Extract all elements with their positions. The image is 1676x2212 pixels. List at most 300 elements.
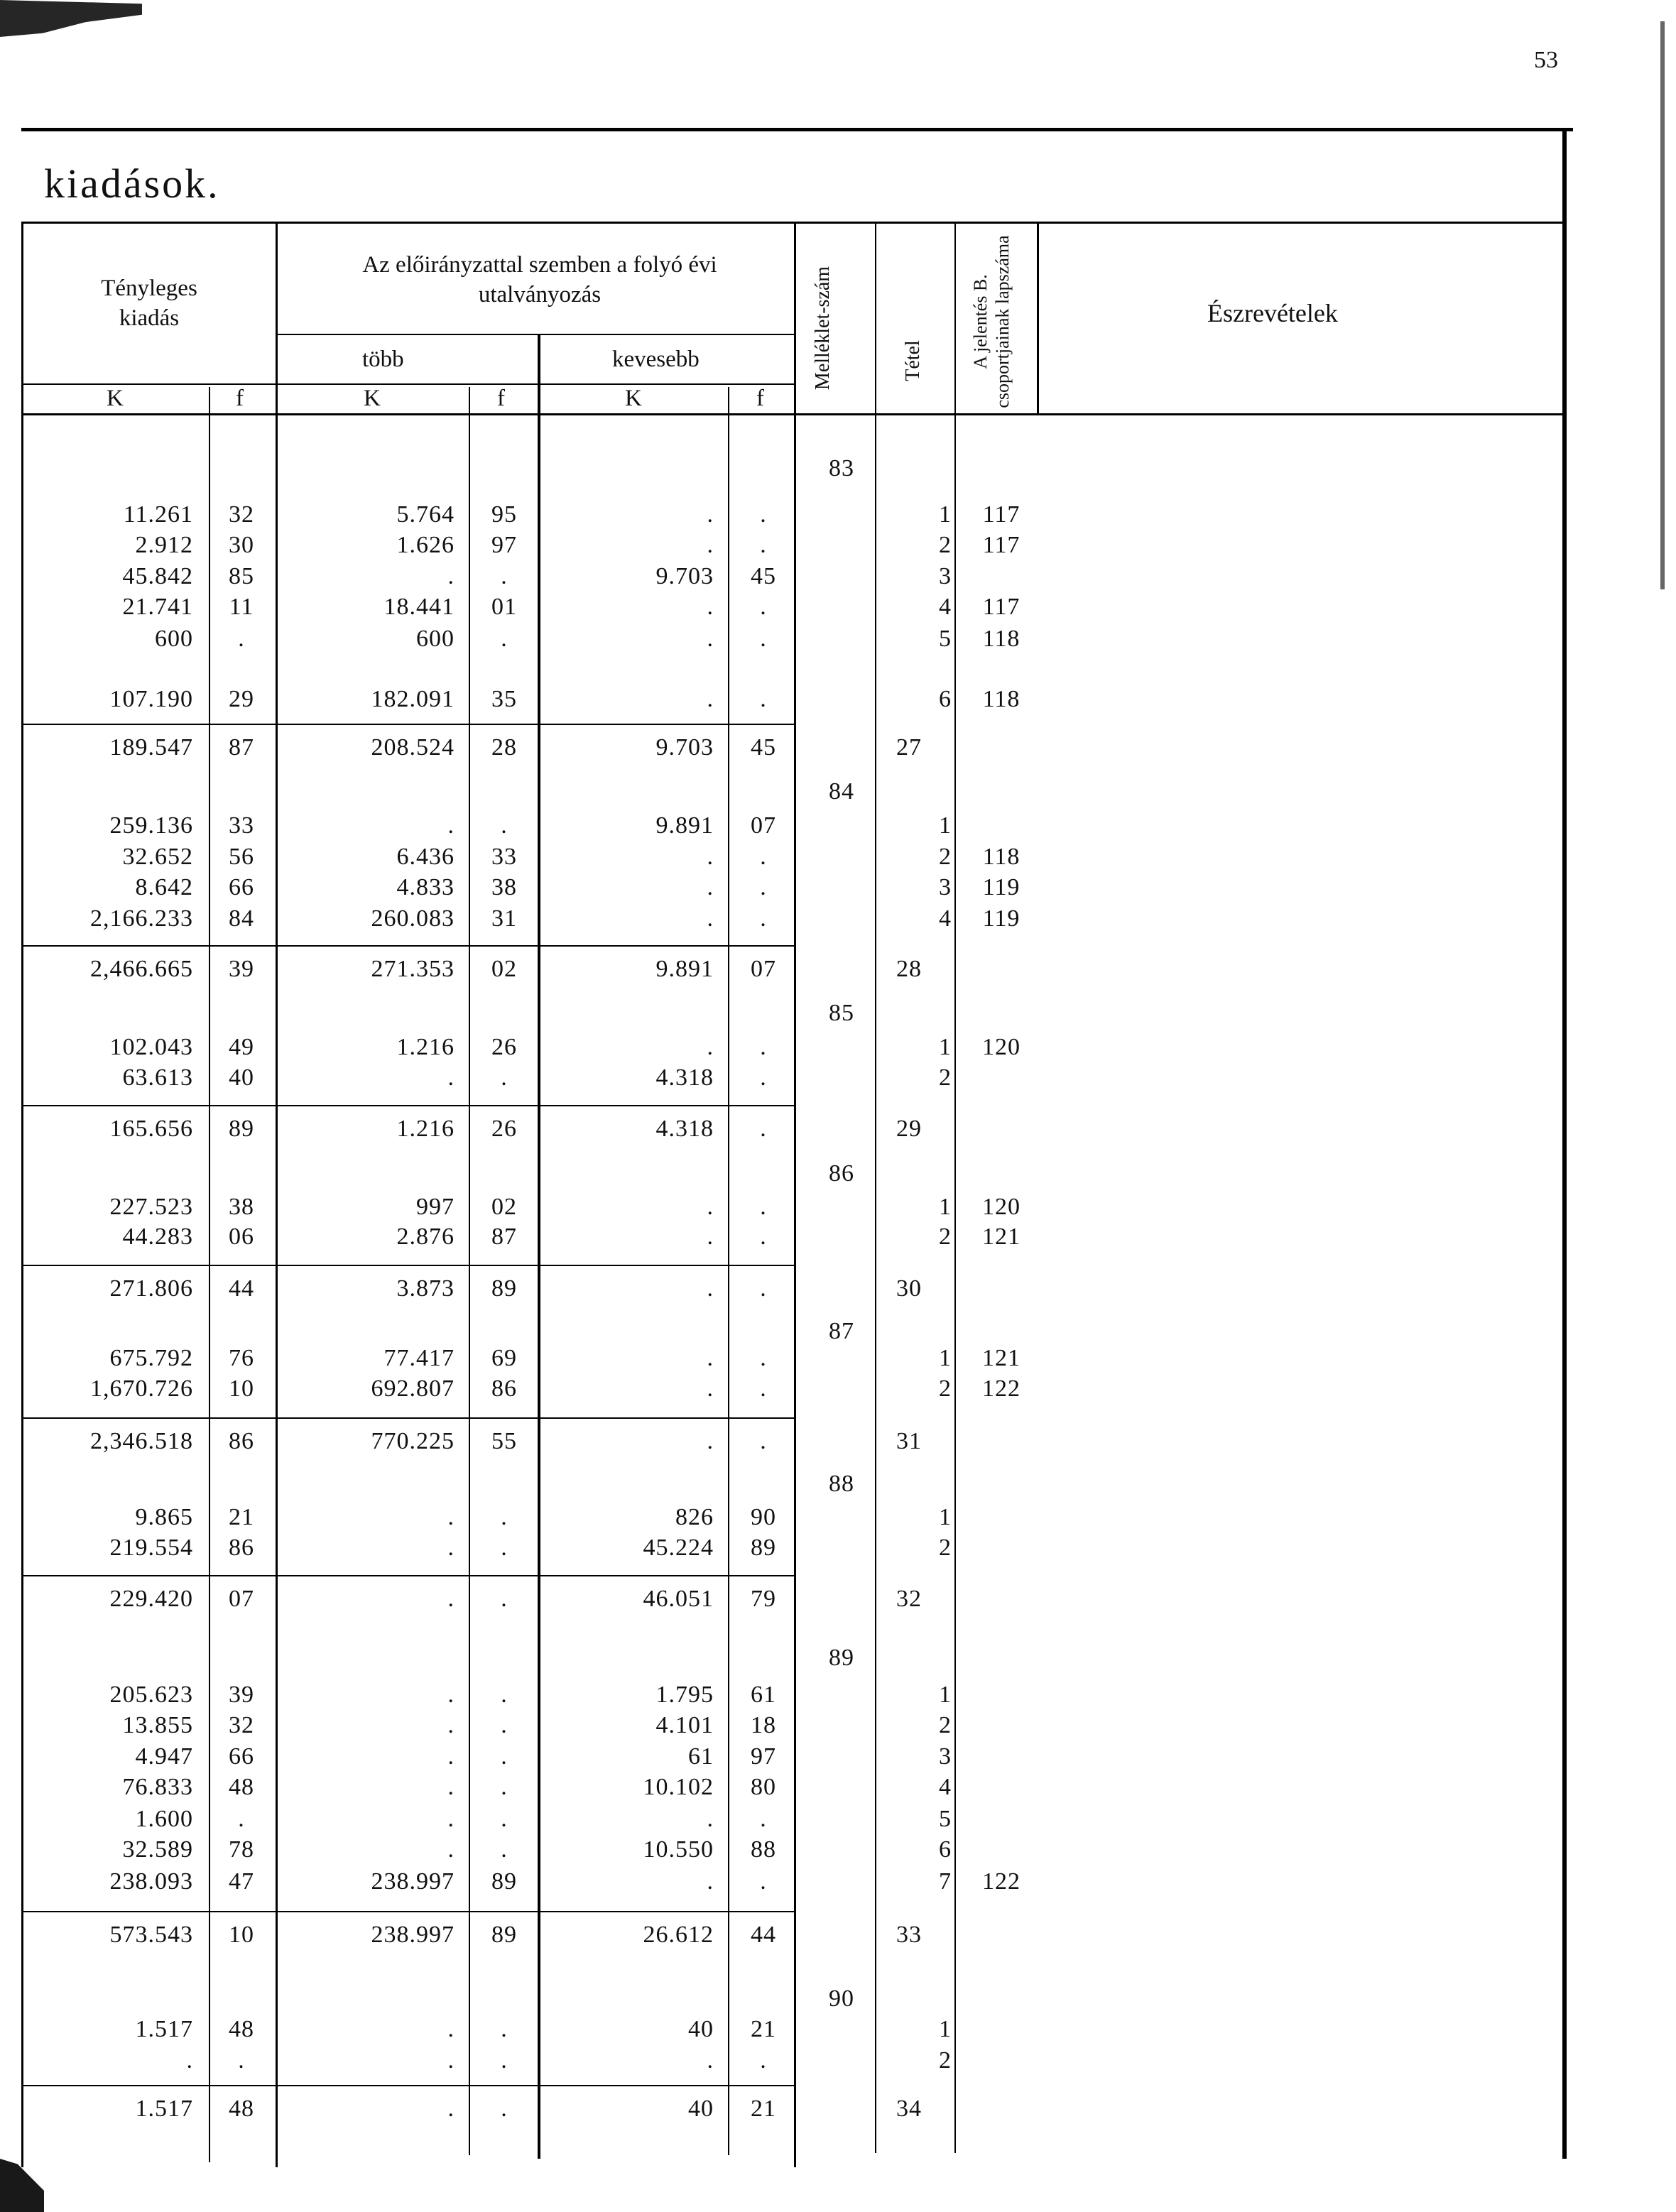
cell-mf: 69	[491, 1345, 517, 1371]
cell-tf: 29	[229, 686, 254, 712]
cell-mk: 208.524	[371, 734, 455, 761]
annex-number: 87	[829, 1318, 854, 1344]
header-less: kevesebb	[612, 347, 700, 372]
cell-lk: .	[707, 1194, 714, 1220]
cell-tf: 10	[229, 1375, 254, 1402]
header-f: f	[236, 386, 244, 411]
cell-tf: 38	[229, 1194, 254, 1220]
annex-number: 89	[829, 1645, 854, 1671]
header-f: f	[756, 386, 764, 411]
cell-lf: .	[760, 844, 767, 870]
cell-item: 5	[939, 1806, 952, 1832]
cell-tk: 32.652	[122, 844, 193, 870]
col-line	[21, 222, 23, 2167]
cell-pg: 121	[982, 1345, 1021, 1371]
cell-mk: 5.764	[396, 501, 455, 528]
cell-mf: 35	[491, 686, 517, 712]
cell-lk: 40	[688, 2016, 714, 2042]
cell-tk: 573.543	[109, 1922, 193, 1948]
cell-mf: 33	[491, 844, 517, 870]
cell-item: 2	[939, 1712, 952, 1738]
cell-lf: 07	[751, 956, 776, 982]
cell-lk: .	[707, 532, 714, 558]
cell-mk: 238.997	[371, 1868, 455, 1895]
cell-tk: 227.523	[109, 1194, 193, 1220]
cell-item: 5	[939, 626, 952, 652]
cell-tf: 86	[229, 1428, 254, 1454]
annex-number: 83	[829, 455, 854, 481]
header-top-rule	[21, 222, 1562, 224]
cell-item: 31	[896, 1428, 922, 1454]
page-title: kiadások.	[44, 160, 220, 207]
cell-mk: 77.417	[383, 1345, 455, 1371]
cell-lk: .	[707, 594, 714, 620]
cell-lk: .	[707, 1428, 714, 1454]
cell-tk: 45.842	[122, 563, 193, 589]
cell-tk: 259.136	[109, 812, 193, 839]
cell-tk: 44.283	[122, 1224, 193, 1250]
cell-tk: 11.261	[123, 501, 193, 528]
cell-lk: 10.550	[643, 1836, 714, 1863]
cell-mk: 182.091	[371, 686, 455, 712]
cell-pg: 120	[982, 1194, 1021, 1220]
cell-tf: 10	[229, 1922, 254, 1948]
cell-lk: .	[707, 2047, 714, 2074]
total-rule	[21, 1911, 794, 1912]
cell-tf: 21	[229, 1504, 254, 1530]
cell-mf: 89	[491, 1868, 517, 1895]
cell-tf: 85	[229, 563, 254, 589]
cell-tk: 229.420	[109, 1586, 193, 1612]
cell-tf: 78	[229, 1836, 254, 1863]
cell-mk: 18.441	[383, 594, 455, 620]
total-rule	[21, 1575, 794, 1576]
annex-number: 90	[829, 1985, 854, 2012]
cell-lf: 79	[751, 1586, 776, 1612]
header-k: K	[364, 386, 381, 411]
cell-tf: 76	[229, 1345, 254, 1371]
cell-lf: .	[760, 1345, 767, 1371]
scan-artifact-right-edge	[1660, 21, 1665, 589]
cell-lk: .	[707, 1275, 714, 1302]
cell-mk: 271.353	[371, 956, 455, 982]
cell-mf: .	[501, 1806, 508, 1832]
cell-lf: 18	[751, 1712, 776, 1738]
cell-pg: 122	[982, 1868, 1021, 1895]
cell-lf: 97	[751, 1743, 776, 1770]
cell-mf: 31	[491, 905, 517, 932]
cell-lf: 89	[751, 1535, 776, 1561]
page-number: 53	[1534, 47, 1558, 73]
cell-tk: 102.043	[109, 1034, 193, 1060]
cell-mk: 600	[416, 626, 455, 652]
cell-item: 28	[896, 956, 922, 982]
cell-mf: .	[501, 1064, 508, 1091]
cell-lk: .	[707, 1224, 714, 1250]
total-rule	[21, 1105, 794, 1106]
cell-item: 1	[939, 1194, 952, 1220]
col-line	[794, 222, 796, 2167]
cell-lk: 9.891	[655, 956, 714, 982]
cell-lk: 10.102	[643, 1774, 714, 1800]
cell-mf: .	[501, 1586, 508, 1612]
cell-tk: 32.589	[122, 1836, 193, 1863]
cell-tf: 06	[229, 1224, 254, 1250]
cell-lf: .	[760, 1194, 767, 1220]
cell-lk: 45.224	[643, 1535, 714, 1561]
cell-tf: 66	[229, 1743, 254, 1770]
cell-mk: .	[447, 2047, 455, 2074]
cell-tk: 8.642	[135, 874, 193, 900]
cell-mf: 87	[491, 1224, 517, 1250]
cell-lf: 07	[751, 812, 776, 839]
cell-tk: 2,166.233	[90, 905, 193, 932]
cell-tf: 89	[229, 1116, 254, 1142]
cell-item: 1	[939, 812, 952, 839]
cell-lf: .	[760, 1868, 767, 1895]
cell-tf: 32	[229, 501, 254, 528]
cell-mk: .	[447, 563, 455, 589]
col-line	[954, 222, 956, 2153]
cell-mk: .	[447, 1504, 455, 1530]
cell-item: 1	[939, 1504, 952, 1530]
top-rule	[21, 128, 1573, 131]
cell-lk: 9.703	[655, 734, 714, 761]
header-bottom-rule	[21, 413, 1562, 415]
cell-lk: 4.318	[655, 1116, 714, 1142]
cell-mf: 01	[491, 594, 517, 620]
cell-lf: 88	[751, 1836, 776, 1863]
total-rule	[21, 1417, 794, 1419]
cell-mf: .	[501, 1836, 508, 1863]
cell-pg: 122	[982, 1375, 1021, 1402]
cell-tf: 30	[229, 532, 254, 558]
cell-pg: 117	[982, 532, 1021, 558]
header-more: több	[362, 347, 404, 372]
cell-lf: .	[760, 1064, 767, 1091]
cell-mf: .	[501, 1682, 508, 1708]
cell-lk: .	[707, 874, 714, 900]
cell-item: 4	[939, 905, 952, 932]
cell-item: 4	[939, 1774, 952, 1800]
cell-tf: 48	[229, 1774, 254, 1800]
cell-lf: .	[760, 501, 767, 528]
header-k: K	[107, 386, 124, 411]
cell-mf: 26	[491, 1116, 517, 1142]
cell-mk: 692.807	[371, 1375, 455, 1402]
cell-item: 2	[939, 1064, 952, 1091]
scan-artifact-top-left	[0, 0, 142, 37]
cell-tk: 675.792	[109, 1345, 193, 1371]
cell-tf: 86	[229, 1535, 254, 1561]
cell-tk: 600	[155, 626, 193, 652]
cell-tk: 238.093	[109, 1868, 193, 1895]
cell-pg: 118	[982, 686, 1021, 712]
cell-pg: 118	[982, 844, 1021, 870]
cell-lk: 4.318	[655, 1064, 714, 1091]
cell-lf: .	[760, 532, 767, 558]
cell-tf: 33	[229, 812, 254, 839]
cell-mk: 6.436	[396, 844, 455, 870]
cell-mk: 1.216	[396, 1116, 455, 1142]
cell-item: 32	[896, 1586, 922, 1612]
cell-lf: 45	[751, 734, 776, 761]
cell-pg: 121	[982, 1224, 1021, 1250]
header-sub-rule	[277, 334, 794, 335]
cell-tk: 1.600	[135, 1806, 193, 1832]
header-comparison: Az előirányzattal szemben a folyó évi utalványozás	[362, 252, 717, 307]
cell-lk: 40	[688, 2096, 714, 2122]
cell-pg: 118	[982, 626, 1021, 652]
cell-tk: 13.855	[122, 1712, 193, 1738]
col-line	[728, 387, 729, 2155]
cell-mk: .	[447, 1806, 455, 1832]
col-line	[538, 334, 540, 2159]
cell-lf: .	[760, 1806, 767, 1832]
cell-tk: 271.806	[109, 1275, 193, 1302]
cell-mk: .	[447, 2016, 455, 2042]
col-line	[875, 222, 876, 2153]
cell-tk: 1.517	[135, 2016, 193, 2042]
cell-lf: 61	[751, 1682, 776, 1708]
cell-lk: 26.612	[643, 1922, 714, 1948]
cell-pg: 120	[982, 1034, 1021, 1060]
header-actual-spending: Tényleges kiadás	[101, 276, 197, 331]
col-line	[469, 387, 470, 2155]
cell-mf: 97	[491, 532, 517, 558]
cell-tf: .	[238, 1806, 245, 1832]
cell-mf: 86	[491, 1375, 517, 1402]
cell-mk: .	[447, 1535, 455, 1561]
total-rule	[21, 2085, 794, 2086]
cell-lf: .	[760, 2047, 767, 2074]
cell-tf: 32	[229, 1712, 254, 1738]
header-k: K	[625, 386, 642, 411]
header-f: f	[497, 386, 505, 411]
cell-mk: 997	[416, 1194, 455, 1220]
cell-tk: 9.865	[135, 1504, 193, 1530]
cell-lk: .	[707, 1345, 714, 1371]
cell-mf: .	[501, 2096, 508, 2122]
cell-mf: .	[501, 2047, 508, 2074]
cell-item: 34	[896, 2096, 922, 2122]
cell-mf: 38	[491, 874, 517, 900]
cell-item: 6	[939, 1836, 952, 1863]
header-item: Tétel	[902, 340, 924, 381]
cell-item: 2	[939, 844, 952, 870]
cell-lf: .	[760, 905, 767, 932]
total-rule	[21, 724, 794, 725]
header-page-ref: A jelentés B. csoportjainak lapszáma	[970, 235, 1013, 408]
cell-lk: 9.703	[655, 563, 714, 589]
cell-pg: 117	[982, 501, 1021, 528]
cell-tk: 1.517	[135, 2096, 193, 2122]
cell-tk: 21.741	[122, 594, 193, 620]
cell-item: 30	[896, 1275, 922, 1302]
cell-item: 2	[939, 1535, 952, 1561]
cell-mk: 4.833	[396, 874, 455, 900]
annex-number: 86	[829, 1160, 854, 1187]
cell-mk: 1.626	[396, 532, 455, 558]
cell-lf: .	[760, 1224, 767, 1250]
cell-tf: 39	[229, 956, 254, 982]
cell-mf: 02	[491, 1194, 517, 1220]
cell-tk: 2,466.665	[90, 956, 193, 982]
cell-mf: .	[501, 626, 508, 652]
cell-tf: 87	[229, 734, 254, 761]
cell-tk: 76.833	[122, 1774, 193, 1800]
cell-lk: .	[707, 1806, 714, 1832]
cell-item: 2	[939, 532, 952, 558]
cell-tf: 48	[229, 2096, 254, 2122]
cell-tf: 47	[229, 1868, 254, 1895]
cell-mf: 55	[491, 1428, 517, 1454]
cell-mk: .	[447, 1682, 455, 1708]
header-annex: Melléklet-szám	[812, 266, 834, 391]
cell-tk: 189.547	[109, 734, 193, 761]
cell-mk: .	[447, 812, 455, 839]
cell-tf: 56	[229, 844, 254, 870]
cell-mk: .	[447, 1836, 455, 1863]
cell-tf: 40	[229, 1064, 254, 1091]
cell-mf: 89	[491, 1922, 517, 1948]
cell-tf: 48	[229, 2016, 254, 2042]
cell-tk: 2,346.518	[90, 1428, 193, 1454]
cell-mk: 3.873	[396, 1275, 455, 1302]
cell-mf: 26	[491, 1034, 517, 1060]
cell-tk: 205.623	[109, 1682, 193, 1708]
header-remarks: Észrevételek	[1207, 299, 1338, 327]
cell-lf: .	[760, 1034, 767, 1060]
cell-lf: 45	[751, 563, 776, 589]
cell-mk: 260.083	[371, 905, 455, 932]
cell-lk: .	[707, 501, 714, 528]
cell-lk: .	[707, 844, 714, 870]
cell-lk: .	[707, 1868, 714, 1895]
cell-mf: .	[501, 2016, 508, 2042]
cell-mf: 02	[491, 956, 517, 982]
cell-mf: .	[501, 1774, 508, 1800]
cell-lf: 80	[751, 1774, 776, 1800]
cell-item: 2	[939, 2047, 952, 2074]
cell-item: 2	[939, 1375, 952, 1402]
col-line	[276, 222, 278, 2167]
cell-tk: 107.190	[109, 686, 193, 712]
cell-item: 4	[939, 594, 952, 620]
cell-tk: 165.656	[109, 1116, 193, 1142]
cell-tk: .	[186, 2047, 193, 2074]
cell-item: 3	[939, 874, 952, 900]
annex-number: 84	[829, 778, 854, 805]
cell-lk: 46.051	[643, 1586, 714, 1612]
right-border	[1562, 128, 1567, 2159]
cell-mk: 238.997	[371, 1922, 455, 1948]
cell-pg: 119	[982, 905, 1021, 932]
col-line	[209, 387, 210, 2162]
cell-item: 7	[939, 1868, 952, 1895]
cell-lf: 44	[751, 1922, 776, 1948]
cell-item: 27	[896, 734, 922, 761]
cell-pg: 117	[982, 594, 1021, 620]
cell-mk: .	[447, 1774, 455, 1800]
cell-tk: 63.613	[122, 1064, 193, 1091]
cell-pg: 119	[982, 874, 1021, 900]
cell-lk: .	[707, 686, 714, 712]
cell-item: 1	[939, 1682, 952, 1708]
cell-lk: .	[707, 626, 714, 652]
cell-tf: 66	[229, 874, 254, 900]
cell-item: 33	[896, 1922, 922, 1948]
cell-tf: 07	[229, 1586, 254, 1612]
cell-lf: .	[760, 1375, 767, 1402]
cell-lk: .	[707, 1034, 714, 1060]
cell-item: 1	[939, 1345, 952, 1371]
cell-mf: .	[501, 1504, 508, 1530]
cell-lf: .	[760, 1428, 767, 1454]
cell-lf: 21	[751, 2096, 776, 2122]
cell-lf: .	[760, 874, 767, 900]
cell-lf: .	[760, 1275, 767, 1302]
cell-mf: 95	[491, 501, 517, 528]
cell-lf: .	[760, 594, 767, 620]
cell-lk: 826	[675, 1504, 714, 1530]
cell-tk: 219.554	[109, 1535, 193, 1561]
cell-tf: 11	[229, 594, 254, 620]
cell-lk: 4.101	[655, 1712, 714, 1738]
cell-item: 1	[939, 1034, 952, 1060]
total-rule	[21, 1265, 794, 1266]
total-rule	[21, 945, 794, 947]
cell-tf: .	[238, 626, 245, 652]
cell-mf: .	[501, 1535, 508, 1561]
cell-item: 3	[939, 563, 952, 589]
annex-number: 88	[829, 1471, 854, 1497]
cell-mf: .	[501, 812, 508, 839]
cell-tk: 2.912	[135, 532, 193, 558]
cell-lf: 21	[751, 2016, 776, 2042]
cell-lf: 90	[751, 1504, 776, 1530]
cell-lk: .	[707, 1375, 714, 1402]
cell-item: 1	[939, 501, 952, 528]
cell-mf: 89	[491, 1275, 517, 1302]
cell-tf: 49	[229, 1034, 254, 1060]
cell-lk: 61	[688, 1743, 714, 1770]
cell-item: 6	[939, 686, 952, 712]
cell-mk: 770.225	[371, 1428, 455, 1454]
cell-tk: 4.947	[135, 1743, 193, 1770]
cell-mk: .	[447, 1586, 455, 1612]
cell-item: 29	[896, 1116, 922, 1142]
cell-tf: 44	[229, 1275, 254, 1302]
cell-tf: .	[238, 2047, 245, 2074]
cell-tk: 1,670.726	[90, 1375, 193, 1402]
cell-lf: .	[760, 626, 767, 652]
cell-lk: .	[707, 905, 714, 932]
cell-tf: 84	[229, 905, 254, 932]
header-sub-rule	[21, 383, 794, 385]
cell-mk: .	[447, 2096, 455, 2122]
cell-item: 1	[939, 2016, 952, 2042]
cell-lf: .	[760, 686, 767, 712]
cell-mk: .	[447, 1712, 455, 1738]
cell-mf: .	[501, 1743, 508, 1770]
cell-mk: 2.876	[396, 1224, 455, 1250]
cell-item: 3	[939, 1743, 952, 1770]
cell-lk: 1.795	[655, 1682, 714, 1708]
cell-lk: 9.891	[655, 812, 714, 839]
cell-mf: .	[501, 1712, 508, 1738]
cell-mf: .	[501, 563, 508, 589]
